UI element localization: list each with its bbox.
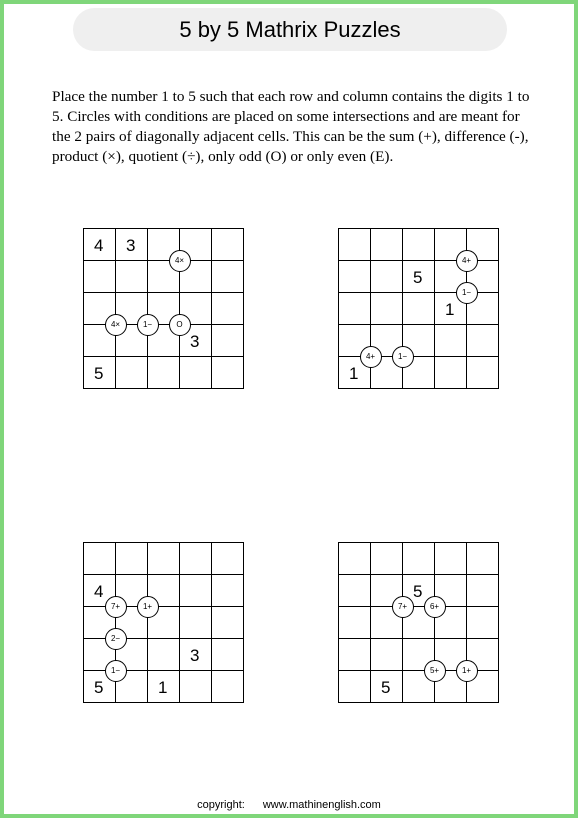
grid-cell[interactable] (179, 574, 211, 606)
grid-cell[interactable] (434, 542, 466, 574)
puzzle-grid-1 (83, 228, 243, 388)
grid-cell[interactable] (211, 606, 243, 638)
given-number: 5 (413, 268, 423, 287)
grid-cell (147, 670, 179, 702)
grid-cell[interactable] (179, 606, 211, 638)
grid-cell[interactable] (211, 670, 243, 702)
instructions-text: Place the number 1 to 5 such that each row and column contains the digits 1 to 5. Circles with conditions are placed on some intersections and are meant for the 2 pairs of diagonally adjacent cells. This can be the sum (+), difference (-), product (×), quotient (÷), only odd (O) or only even (E). (52, 88, 530, 165)
grid-cell[interactable] (434, 324, 466, 356)
condition-circle: O (169, 314, 191, 336)
grid-cell[interactable] (338, 260, 370, 292)
grid-cell[interactable] (211, 324, 243, 356)
condition-circle: 4+ (456, 250, 478, 272)
grid-cell[interactable] (434, 356, 466, 388)
condition-circle: 1+ (456, 660, 478, 682)
condition-circle: 2− (105, 628, 127, 650)
grid-cell[interactable] (370, 292, 402, 324)
grid-cell[interactable] (211, 260, 243, 292)
condition-circle: 1+ (137, 596, 159, 618)
grid-cell[interactable] (211, 292, 243, 324)
condition-circle: 6+ (424, 596, 446, 618)
grid-cell[interactable] (211, 638, 243, 670)
condition-circle: 4× (169, 250, 191, 272)
grid-cell[interactable] (115, 542, 147, 574)
grid-cell[interactable] (338, 542, 370, 574)
condition-circle: 5+ (424, 660, 446, 682)
given-number: 5 (381, 678, 391, 697)
grid-cell[interactable] (338, 606, 370, 638)
grid-cell (402, 260, 434, 292)
given-number: 5 (94, 364, 104, 383)
condition-circle: 4× (105, 314, 127, 336)
puzzle-grid-3 (83, 542, 243, 702)
condition-circle: 1− (105, 660, 127, 682)
grid-cell[interactable] (466, 356, 498, 388)
grid-cell[interactable] (466, 606, 498, 638)
condition-circle: 1− (456, 282, 478, 304)
given-number: 1 (349, 364, 359, 383)
grid-cell[interactable] (370, 542, 402, 574)
worksheet-page (4, 4, 574, 814)
site-url: www.mathinenglish.com (262, 799, 381, 811)
grid-cell (370, 670, 402, 702)
grid-cell[interactable] (211, 542, 243, 574)
given-number: 3 (190, 646, 200, 665)
grid-cell[interactable] (370, 638, 402, 670)
given-number: 5 (413, 582, 423, 601)
grid-cell[interactable] (466, 324, 498, 356)
grid-cell[interactable] (179, 670, 211, 702)
grid-cell[interactable] (466, 542, 498, 574)
copyright-label: copyright: (197, 799, 245, 811)
given-number: 5 (94, 678, 104, 697)
grid-cell[interactable] (147, 638, 179, 670)
grid-cell (83, 228, 115, 260)
grid-cell (115, 228, 147, 260)
puzzle-grid-2 (338, 228, 498, 388)
page-title: 5 by 5 Mathrix Puzzles (73, 8, 507, 51)
condition-circle: 7+ (105, 596, 127, 618)
grid-cell (179, 638, 211, 670)
grid-cell (83, 356, 115, 388)
given-number: 3 (190, 332, 200, 351)
condition-circle: 1− (137, 314, 159, 336)
grid-cell[interactable] (115, 260, 147, 292)
grid-cell[interactable] (211, 574, 243, 606)
condition-circle: 7+ (392, 596, 414, 618)
given-number: 1 (445, 300, 455, 319)
grid-cell[interactable] (338, 574, 370, 606)
grid-cell[interactable] (211, 228, 243, 260)
grid-cell[interactable] (338, 228, 370, 260)
grid-cell[interactable] (402, 292, 434, 324)
given-number: 4 (94, 236, 104, 255)
grid-cell[interactable] (338, 292, 370, 324)
puzzle-grid-4 (338, 542, 498, 702)
grid-cell[interactable] (402, 542, 434, 574)
condition-circle: 1− (392, 346, 414, 368)
grid-cell[interactable] (83, 260, 115, 292)
grid-cell[interactable] (370, 228, 402, 260)
grid-cell[interactable] (83, 542, 115, 574)
given-number: 3 (126, 236, 136, 255)
given-number: 4 (94, 582, 104, 601)
grid-cell[interactable] (370, 260, 402, 292)
grid-cell[interactable] (338, 670, 370, 702)
grid-cell[interactable] (211, 356, 243, 388)
grid-cell[interactable] (338, 638, 370, 670)
grid-cell[interactable] (402, 228, 434, 260)
given-number: 1 (158, 678, 168, 697)
grid-cell[interactable] (466, 574, 498, 606)
grid-cell[interactable] (179, 542, 211, 574)
grid-cell[interactable] (115, 356, 147, 388)
condition-circle: 4+ (360, 346, 382, 368)
footer (4, 799, 574, 811)
grid-cell[interactable] (179, 356, 211, 388)
grid-cell[interactable] (147, 542, 179, 574)
grid-cell[interactable] (147, 356, 179, 388)
